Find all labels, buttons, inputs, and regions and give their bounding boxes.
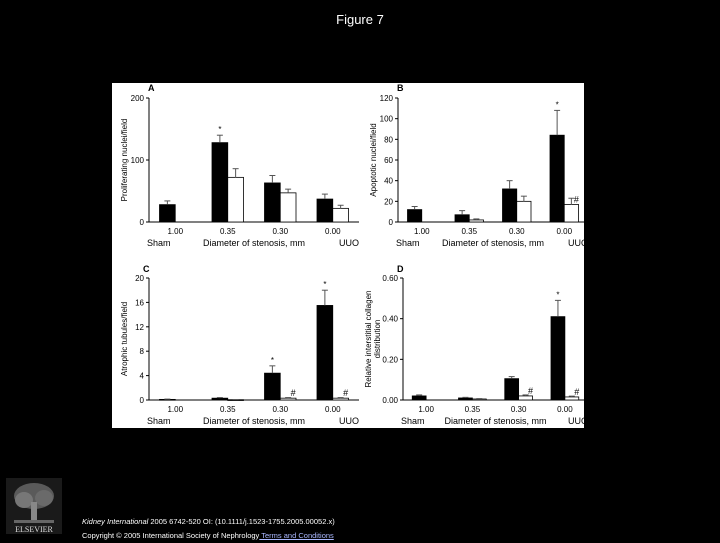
x-axis-label: Diameter of stenosis, mm [202, 238, 306, 248]
panel-a [120, 83, 359, 248]
y-tick-label: 200 [130, 94, 144, 103]
bar [160, 205, 176, 222]
bar [333, 208, 349, 222]
panel-c [120, 264, 359, 426]
bar [212, 143, 228, 222]
elsevier-tree-icon [6, 478, 62, 534]
y-tick-label: 40 [384, 176, 393, 186]
bar [280, 193, 296, 222]
y-tick-label: 0 [388, 218, 393, 227]
x-axis-label: Diameter of stenosis, mm [202, 416, 306, 426]
bar [564, 204, 578, 222]
bar [459, 398, 473, 400]
y-tick-label: 0.20 [382, 355, 398, 365]
bar [265, 373, 281, 400]
x-label-uuo: UUO [339, 238, 359, 248]
y-tick-label: 0.00 [382, 396, 398, 405]
x-tick-label: 0.00 [557, 405, 573, 414]
y-tick-label: 100 [130, 156, 144, 165]
bar [265, 183, 281, 222]
x-tick-label: 1.00 [167, 405, 184, 414]
x-label-uuo: UUO [339, 416, 359, 426]
bar [212, 398, 228, 400]
panel-label: C [143, 264, 150, 274]
bar [469, 220, 483, 222]
panel-b [369, 83, 588, 248]
annotation-hash: # [343, 388, 349, 399]
y-tick-label: 0.40 [382, 314, 398, 324]
x-tick-label: 1.00 [167, 227, 184, 236]
bar [317, 305, 333, 400]
annotation-hash: # [573, 194, 579, 205]
x-tick-label: 0.30 [272, 227, 289, 236]
panel-label: B [397, 83, 404, 93]
y-tick-label: 100 [379, 114, 393, 124]
y-tick-label: 20 [135, 274, 144, 283]
y-tick-label: 20 [384, 197, 393, 207]
annotation-hash: # [290, 388, 296, 399]
bar [412, 396, 426, 400]
y-tick-label: 60 [384, 156, 393, 165]
annotation-star: * [218, 125, 222, 135]
copyright-text: Copyright © 2005 International Society of Nephrology [82, 531, 260, 540]
x-tick-label: 1.00 [413, 227, 430, 236]
footer [82, 515, 335, 543]
y-tick-label: 120 [379, 94, 393, 103]
x-tick-label: 0.35 [219, 405, 236, 414]
bar [565, 397, 579, 400]
x-label-sham: Sham [147, 416, 171, 426]
bar [280, 398, 296, 400]
x-tick-label: 0.00 [556, 227, 573, 236]
bar [519, 396, 533, 400]
figure-title: Figure 7 [336, 12, 384, 27]
y-tick-label: 8 [139, 347, 144, 357]
x-tick-label: 0.30 [272, 405, 289, 414]
figure-panel [112, 83, 588, 428]
x-tick-label: 0.35 [219, 227, 236, 236]
x-label-uuo: UUO [568, 238, 588, 248]
x-label-uuo: UUO [568, 416, 588, 426]
annotation-hash: # [574, 386, 580, 397]
x-tick-label: 0.30 [508, 227, 525, 236]
x-label-sham: Sham [396, 238, 420, 248]
bar [317, 199, 333, 222]
panel-d [364, 264, 588, 426]
bar [551, 317, 565, 400]
y-tick-label: 4 [139, 371, 144, 381]
x-label-sham: Sham [401, 416, 425, 426]
x-axis-label: Diameter of stenosis, mm [444, 416, 547, 426]
annotation-hash: # [528, 385, 534, 396]
y-tick-label: 16 [135, 298, 144, 308]
y-axis-label: Atrophic tubules/field [120, 301, 129, 377]
y-axis-label: Apoptotic nuclei/field [369, 123, 378, 197]
y-tick-label: 0 [139, 396, 144, 405]
x-tick-label: 0.00 [324, 227, 341, 236]
figure-charts [112, 83, 588, 428]
citation-text: 2005 6742-520 OI: (10.1111/j.1523-1755.2005.00052.x) [148, 517, 335, 526]
panel-label: D [397, 264, 404, 274]
copyright-line [82, 529, 335, 543]
x-label-sham: Sham [147, 238, 171, 248]
bar [472, 399, 486, 400]
y-axis-label: Relative interstitial collagen [364, 290, 373, 388]
bar [517, 201, 531, 222]
x-tick-label: 0.30 [510, 405, 527, 414]
x-tick-label: 0.35 [461, 227, 478, 236]
x-tick-label: 0.35 [464, 405, 481, 414]
annotation-star: * [555, 100, 559, 110]
y-tick-label: 80 [384, 135, 393, 145]
journal-name: Kidney International [82, 517, 149, 526]
y-tick-label: 12 [135, 322, 144, 332]
bar [503, 189, 517, 222]
elsevier-logo [6, 478, 62, 534]
terms-link[interactable]: Terms and Conditions [259, 531, 334, 540]
x-axis-label: Diameter of stenosis, mm [441, 238, 545, 248]
x-tick-label: 1.00 [418, 405, 434, 414]
panel-label: A [148, 83, 155, 93]
y-tick-label: 0.60 [382, 274, 398, 283]
y-axis-label: distribution [373, 319, 382, 359]
bar [408, 210, 422, 222]
y-tick-label: 0 [139, 218, 144, 227]
citation-line [82, 515, 335, 529]
y-axis-label: Proliferating nuclei/field [120, 118, 129, 202]
bar [228, 177, 244, 222]
bar [550, 135, 564, 222]
annotation-star: * [556, 290, 560, 300]
annotation-star: * [270, 355, 274, 365]
annotation-star: * [323, 280, 327, 290]
x-tick-label: 0.00 [324, 405, 341, 414]
bar [455, 215, 469, 222]
bar [505, 379, 519, 400]
elsevier-logo-text: ELSEVIER [15, 525, 53, 534]
bar [333, 398, 349, 400]
